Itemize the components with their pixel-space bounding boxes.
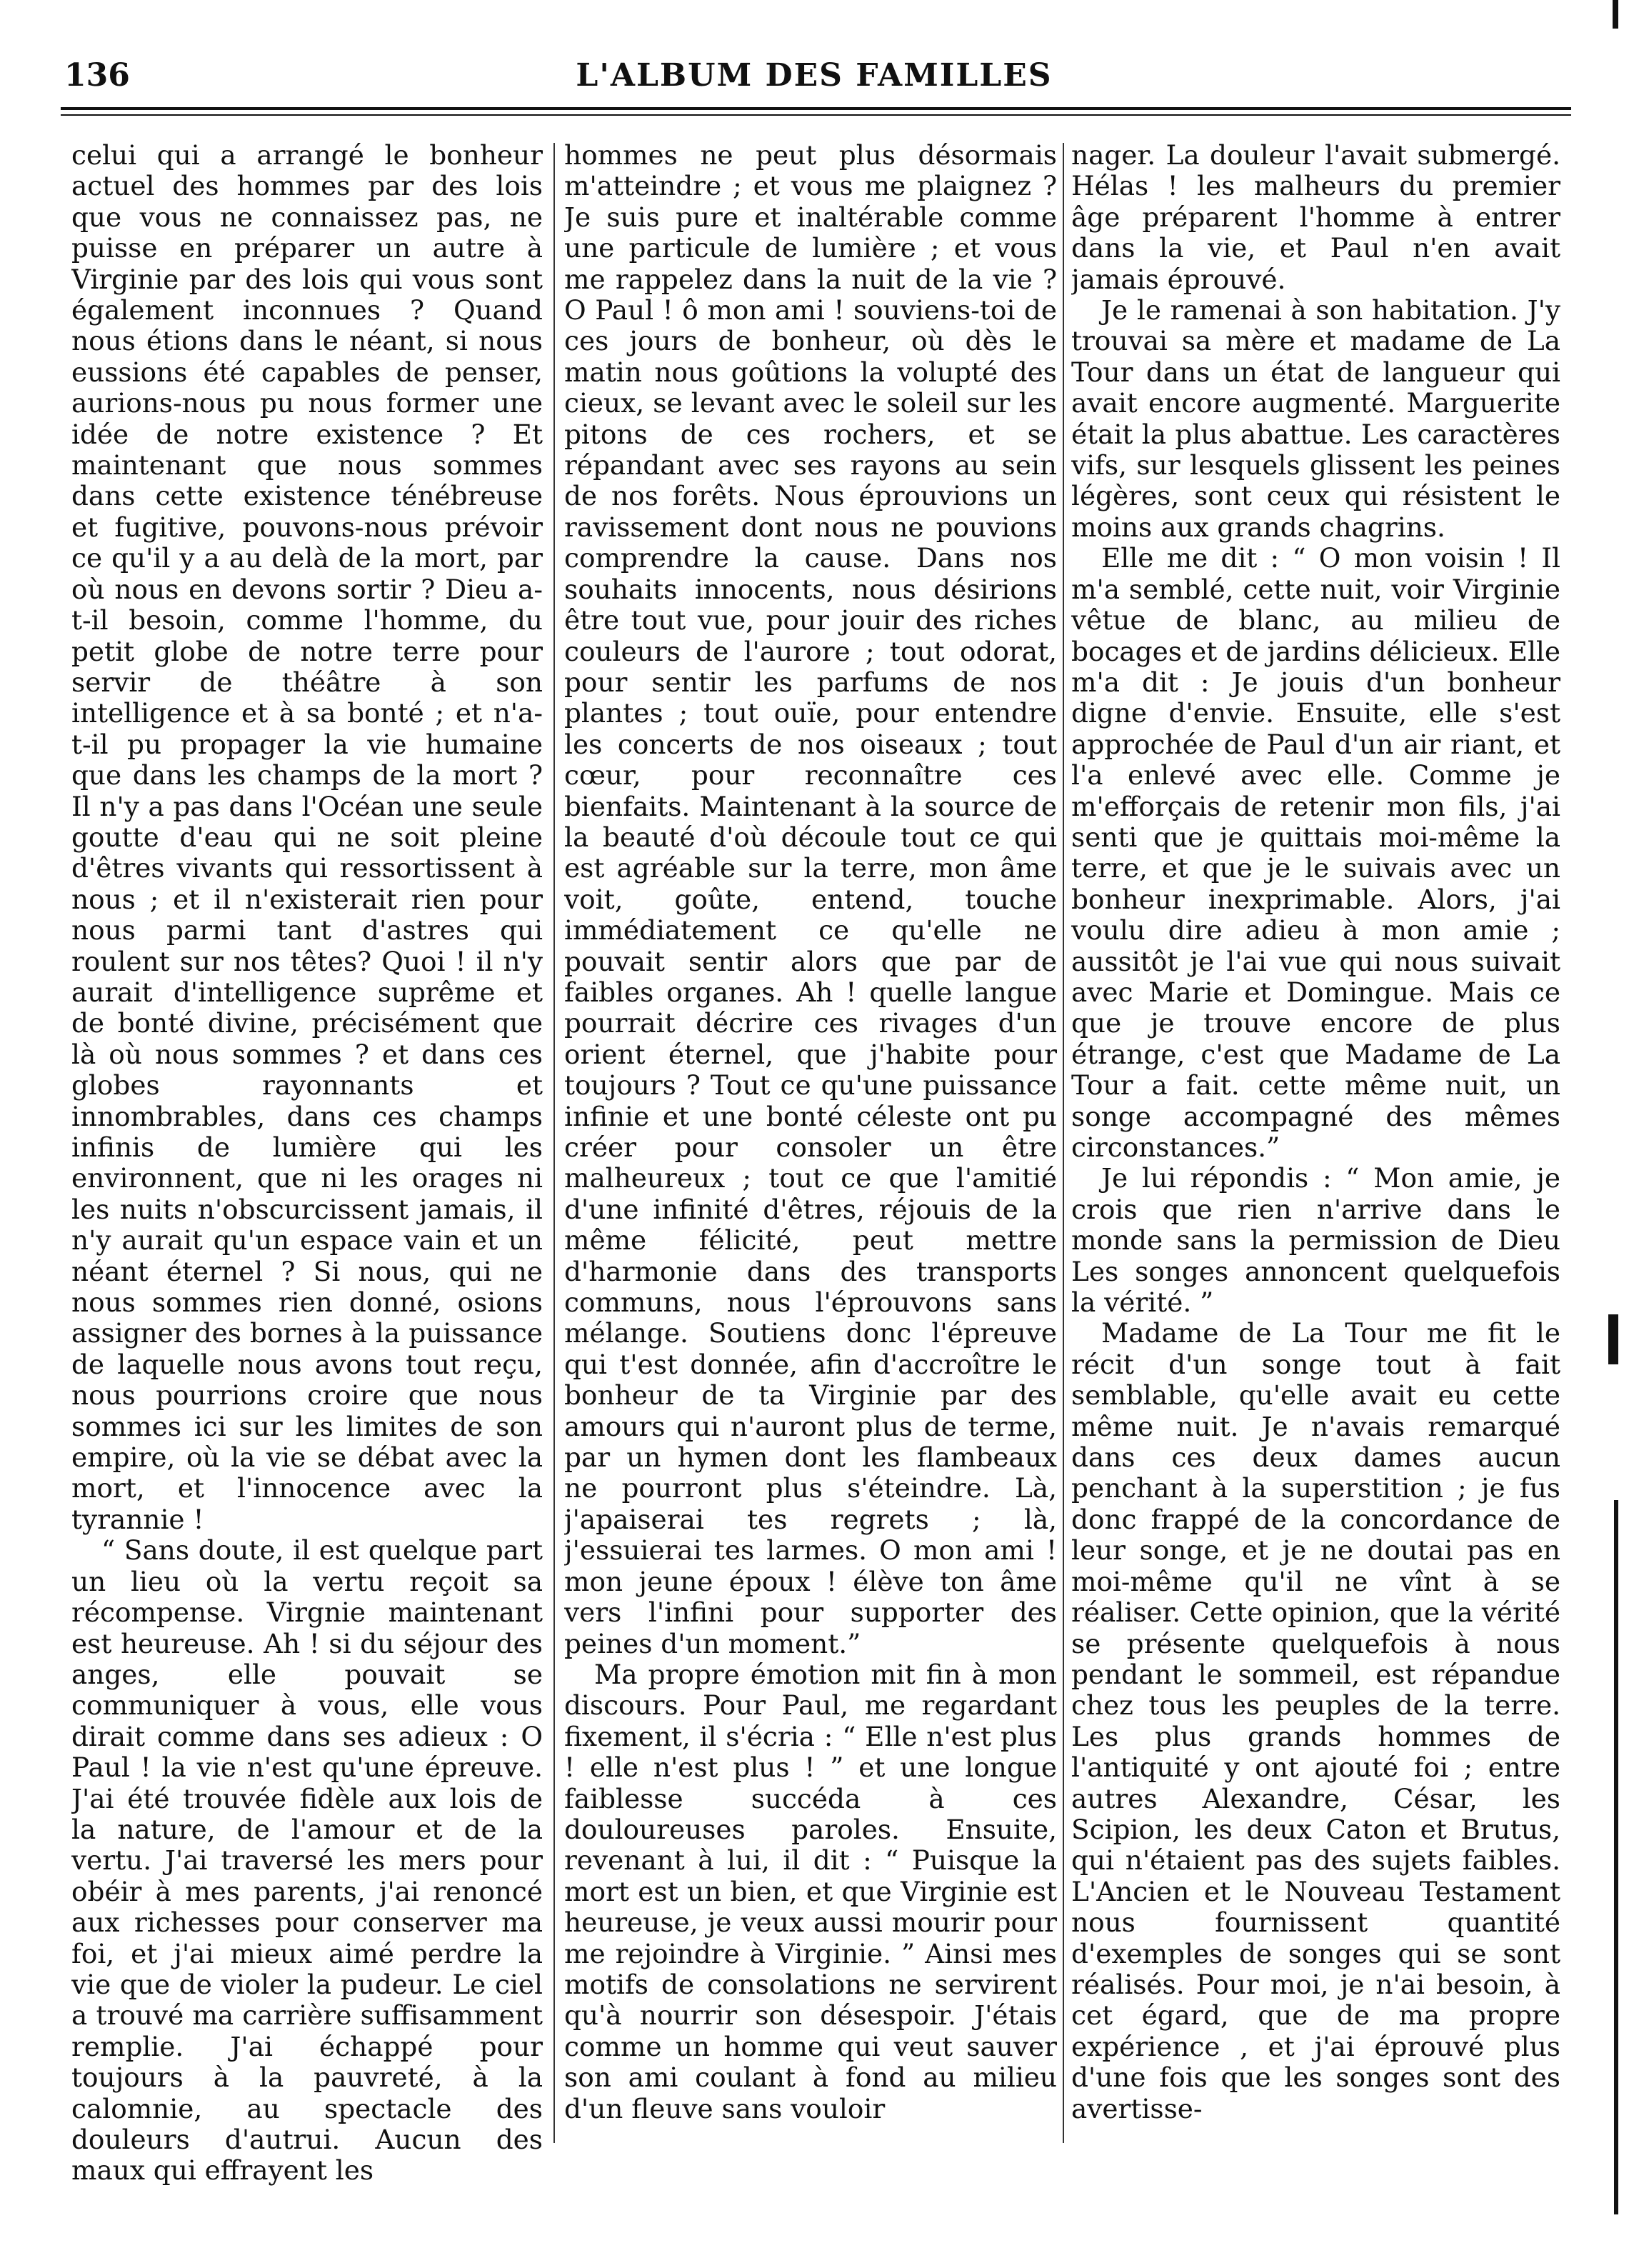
header-rule-thin (61, 114, 1571, 116)
scan-edge (1584, 0, 1634, 2268)
running-title: L'ALBUM DES FAMILLES (576, 57, 1053, 94)
column-divider (1063, 143, 1064, 2143)
header-rule-thick (61, 107, 1571, 110)
paragraph: Ma propre émotion mit fin à mon discours. Pour Paul, me regardant fixement, il s'écria : “ Elle n'est plus ! elle n'est plus ! ” et une longue faiblesse succéda à ces douloureuses paroles. Ensuite, revenant à lui, il dit : “ Puisque la mort est un bien, et que Virginie est heureuse, je veux aussi mourir pour me rejoindre à Virginie. ” Ainsi mes motifs de consolations ne servirent qu'à nourrir son désespoir. J'étais comme un homme qui veut sauver son ami coulant à fond au milieu d'un fleuve sans vouloir (564, 1658, 1057, 2124)
page-number: 136 (64, 57, 130, 94)
text-column-2 (564, 140, 1057, 2226)
paragraph: Je le ramenai à son habitation. J'y trouvai sa mère et madame de La Tour dans un état de langueur qui avait encore augmenté. Marguerite était la plus abattue. Les caractères vifs, sur lesquels glissent les peines légères, sont ceux qui résistent le moins aux grands chagrins. (1071, 294, 1560, 543)
paragraph: “ Sans doute, il est quelque part un lieu où la vertu reçoit sa récompense. Virgnie maintenant est heureuse. Ah ! si du séjour des anges, elle pouvait se communiquer à vous, elle vous dirait comme dans ses adieux : O Paul ! la vie n'est qu'une épreuve. J'ai été trouvée fidèle aux lois de la nature, de l'amour et de la vertu. J'ai traversé les mers pour obéir à mes parents, j'ai renoncé aux richesses pour conserver ma foi, et j'ai mieux aimé perdre la vie que de violer la pudeur. Le ciel a trouvé ma carrière suffisamment remplie. J'ai échappé pour toujours à la pauvreté, à la calomnie, au spectacle des douleurs d'autrui. Aucun des maux qui effrayent les (71, 1534, 543, 2187)
column-divider (553, 143, 555, 2143)
paragraph: Je lui répondis : “ Mon amie, je crois que rien n'arrive dans le monde sans la permission de Dieu Les songes annoncent quelquefois la vérité. ” (1071, 1162, 1560, 1319)
paragraph: celui qui a arrangé le bonheur actuel des hommes par des lois que vous ne connaissez pas, ne puisse en préparer un autre à Virginie par des lois qui vous sont également inconnues ? Quand nous étions dans le néant, si nous eussions été capables de penser, aurions-nous pu nous former une idée de notre existence ? Et maintenant que nous sommes dans cette existence ténébreuse et fugitive, pouvons-nous prévoir ce qu'il y a au delà de la mort, par où nous en devons sortir ? Dieu a-t-il besoin, comme l'homme, du petit globe de notre terre pour servir de théâtre à son intelligence et à sa bonté ; et n'a-t-il pu propager la vie humaine que dans les champs de la mort ? Il n'y a pas dans l'Océan une seule goutte d'eau qui ne soit pleine d'êtres vivants qui ressortissent à nous ; et il n'existerait rien pour nous parmi tant d'astres qui roulent sur nos têtes? Quoi ! il n'y aurait d'intelligence suprême et de bonté divine, précisément que là où nous sommes ? et dans ces globes rayonnants et innombrables, dans ces champs infinis de lumière qui les environnent, que ni les orages ni les nuits n'obscurcissent jamais, il n'y aurait qu'un espace vain et un néant éternel ? Si nous, qui ne nous sommes rien donné, osions assigner des bornes à la puissance de laquelle nous avons tout reçu, nous pourrions croire que nous sommes ici sur les limites de son empire, où la vie se débat avec la mort, et l'innocence avec la tyrannie ! (71, 140, 543, 1535)
paragraph: nager. La douleur l'avait submergé. Hélas ! les malheurs du premier âge préparent l'homme à entrer dans la vie, et Paul n'en avait jamais éprouvé. (1071, 140, 1560, 295)
text-column-3 (1071, 140, 1560, 2226)
paragraph: Elle me dit : “ O mon voisin ! Il m'a semblé, cette nuit, voir Virginie vêtue de blanc, au milieu de bocages et de jardins délicieux. Elle m'a dit : Je jouis d'un bonheur digne d'envie. Ensuite, elle s'est approchée de Paul d'un air riant, et l'a enlevé avec elle. Comme je m'efforçais de retenir mon fils, j'ai senti que je quittais moi-même la terre, et que je le suivais avec un bonheur inexprimable. Alors, j'ai voulu dire adieu à mon amie ; aussitôt je l'ai vue qui nous suivait avec Marie et Domingue. Mais ce que je trouve encore de plus étrange, c'est que Madame de La Tour a fait. cette même nuit, un songe accompagné des mêmes circonstances.” (1071, 542, 1560, 1163)
text-column-1 (71, 140, 543, 2226)
page-header (57, 57, 1571, 100)
paragraph: hommes ne peut plus désormais m'atteindre ; et vous me plaignez ? Je suis pure et inaltérable comme une particule de lumière ; et vous me rappelez dans la nuit de la vie ? O Paul ! ô mon ami ! souviens-toi de ces jours de bonheur, où dès le matin nous goûtions la volupté des cieux, se levant avec le soleil sur les pitons de ces rochers, et se répandant avec ses rayons au sein de nos forêts. Nous éprouvions un ravissement dont nous ne pouvions comprendre la cause. Dans nos souhaits innocents, nous désirions être tout vue, pour jouir des riches couleurs de l'aurore ; tout odorat, pour sentir les parfums de nos plantes ; tout ouïe, pour entendre les concerts de nos oiseaux ; tout cœur, pour reconnaître ces bienfaits. Maintenant à la source de la beauté d'où découle tout ce qui est agréable sur la terre, mon âme voit, goûte, entend, touche immédiatement ce qu'elle ne pouvait sentir alors que par de faibles organes. Ah ! quelle langue pourrait décrire ces rivages d'un orient éternel, que j'habite pour toujours ? Tout ce qu'une puissance infinie et une bonté céleste ont pu créer pour consoler un être malheureux ; tout ce que l'amitié d'une infinité d'êtres, réjouis de la même félicité, peut mettre d'harmonie dans des transports communs, nous l'éprouvons sans mélange. Soutiens donc l'épreuve qui t'est donnée, afin d'accroître le bonheur de ta Virginie par des amours qui n'auront plus de terme, par un hymen dont les flambeaux ne pourront plus s'éteindre. Là, j'apaiserai tes regrets ; là, j'essuierai tes larmes. O mon ami ! mon jeune époux ! élève ton âme vers l'infini pour supporter des peines d'un moment.” (564, 140, 1057, 1659)
paragraph: Madame de La Tour me fit le récit d'un songe tout à fait semblable, qu'elle avait eu cette même nuit. Je n'avais remarqué dans ces deux dames aucun penchant à la superstition ; je fus donc frappé de la concordance de leur songe, et je ne doutai pas en moi-même qu'il ne vînt à se réaliser. Cette opinion, que la vérité se présente quelquefois à nous pendant le sommeil, est répandue chez tous les peuples de la terre. Les plus grands hommes de l'antiquité y ont ajouté foi ; entre autres Alexandre, César, les Scipion, les deux Caton et Brutus, qui n'étaient pas des sujets faibles. L'Ancien et le Nouveau Testament nous fournissent quantité d'exemples de songes qui se sont réalisés. Pour moi, je n'ai besoin, à cet égard, que de ma propre expérience , et j'ai éprouvé plus d'une fois que les songes sont des avertisse- (1071, 1317, 1560, 2124)
